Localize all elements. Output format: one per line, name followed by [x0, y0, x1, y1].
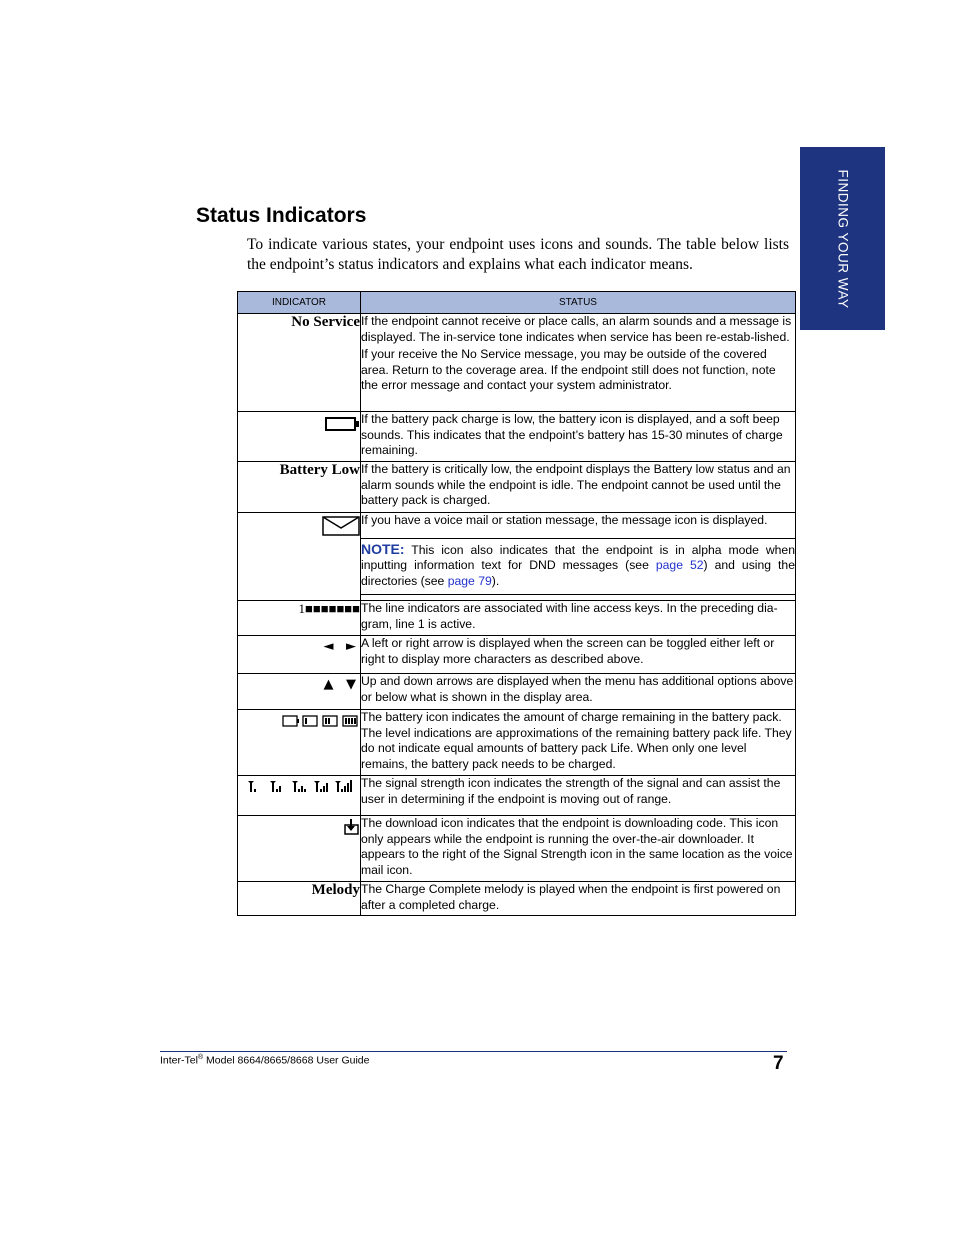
table-row	[238, 636, 796, 674]
table-row	[238, 882, 796, 916]
table-row	[238, 776, 796, 816]
status-cell	[361, 816, 796, 882]
page-title: Status Indicators	[196, 204, 367, 227]
indicator-cell	[238, 710, 361, 776]
status-cell	[361, 636, 796, 674]
section-tab-label: FINDING YOUR WAY	[835, 168, 850, 309]
download-icon	[344, 819, 360, 840]
table-row	[238, 462, 796, 513]
indicator-cell: Battery Low	[238, 462, 361, 513]
status-text: A left or right arrow is displayed when the screen can be toggled either left or right to display more characters as described above.	[361, 636, 775, 666]
status-cell	[361, 776, 796, 816]
envelope-icon	[322, 516, 360, 541]
signal-strength-icon	[248, 779, 352, 800]
indicator-cell	[238, 776, 361, 816]
battery-levels-icon	[282, 713, 360, 734]
status-text: The Charge Complete melody is played when the endpoint is first powered on after a completed charge.	[361, 882, 781, 912]
table-row	[238, 674, 796, 710]
status-text: If the battery is critically low, the endpoint displays the Battery low status and an alarm sounds while the endpoint is idle. The endpoint cannot be used until the battery pack is charged.	[361, 462, 791, 508]
page-number: 7	[773, 1053, 784, 1074]
footer-divider	[160, 1051, 787, 1052]
indicator-cell	[238, 816, 361, 882]
table-row	[238, 601, 796, 636]
status-table	[237, 291, 796, 916]
status-cell	[361, 601, 796, 636]
table-header-row	[238, 292, 796, 314]
line-indicator-icon: 1■■■■■■■	[298, 601, 360, 616]
table-row	[238, 314, 796, 412]
table-row	[238, 710, 796, 776]
note-text: This icon also indicates that the endpoint is in alpha mode when inputting information text for DND messages (see	[361, 542, 795, 573]
table-row	[238, 412, 796, 462]
status-text: If the endpoint cannot receive or place calls, an alarm sounds and a message is displayed. The in-service tone indicates when service has been re-estab-lished.	[361, 314, 792, 344]
footer-brand: Inter-Tel	[160, 1054, 198, 1067]
page-link[interactable]: page 79	[447, 573, 492, 588]
status-text: Up and down arrows are displayed when the menu has additional options above or below what is shown in the display area.	[361, 674, 794, 704]
indicator-cell	[238, 513, 361, 601]
header-status: STATUS	[361, 292, 796, 314]
indicator-cell	[238, 636, 361, 674]
up-down-arrow-icon: ▲ ▼	[323, 677, 360, 692]
status-cell	[361, 882, 796, 916]
status-text: If your receive the No Service message, you may be outside of the covered area. Return to the coverage area. If the endpoint still does not function, note the error message and contact your system administrator.	[361, 347, 776, 393]
status-text: The download icon indicates that the endpoint is downloading code. This icon only appears while the endpoint is running the over-the-air downloader. It appears to the right of the Signal Strength icon in the same location as the voice mail icon.	[361, 816, 793, 877]
status-cell	[361, 710, 796, 776]
footer-guide-title: Model 8664/8665/8668 User Guide	[203, 1054, 370, 1067]
indicator-cell: No Service	[238, 314, 361, 412]
indicator-cell	[238, 674, 361, 710]
table-row	[238, 513, 796, 601]
status-cell	[361, 412, 796, 462]
page-link[interactable]: page 52	[655, 558, 704, 573]
status-text: The battery icon indicates the amount of charge remaining in the battery pack. The level indications are approximations of the remaining battery pack life. They do not indicate equal amounts of battery pack Life. When only one level remains, the battery pack needs to be charged.	[361, 710, 792, 771]
note-text: ) and using the directories (see	[361, 558, 795, 588]
status-text: If you have a voice mail or station message, the message icon is displayed.	[361, 513, 768, 527]
footer-title	[160, 1054, 369, 1067]
indicator-cell	[238, 601, 361, 636]
intro-paragraph: To indicate various states, your endpoint uses icons and sounds. The table below lists the endpoint’s status indicators and explains what each indicator means.	[247, 236, 789, 273]
status-text: If the battery pack charge is low, the battery icon is displayed, and a soft beep sounds. This indicates that the endpoint’s battery has 15-30 minutes of charge remaining.	[361, 412, 783, 458]
indicator-cell: Melody	[238, 882, 361, 916]
status-text: The line indicators are associated with line access keys. In the preceding dia-gram, line 1 is active.	[361, 601, 778, 631]
registered-mark: ®	[197, 1054, 204, 1061]
status-text: The signal strength icon indicates the strength of the signal and can assist the user in determining if the endpoint is moving out of range.	[361, 776, 781, 806]
battery-empty-icon	[324, 415, 360, 438]
status-cell	[361, 513, 796, 601]
indicator-cell	[238, 412, 361, 462]
status-cell	[361, 462, 796, 513]
note-text: ).	[491, 573, 500, 588]
status-cell	[361, 674, 796, 710]
note-label: NOTE:	[361, 540, 405, 557]
status-cell	[361, 314, 796, 412]
header-indicator: INDICATOR	[238, 292, 361, 314]
table-row	[238, 816, 796, 882]
left-right-arrow-icon: ◄ ►	[323, 639, 360, 654]
note-box	[361, 538, 795, 596]
section-tab	[800, 147, 885, 330]
